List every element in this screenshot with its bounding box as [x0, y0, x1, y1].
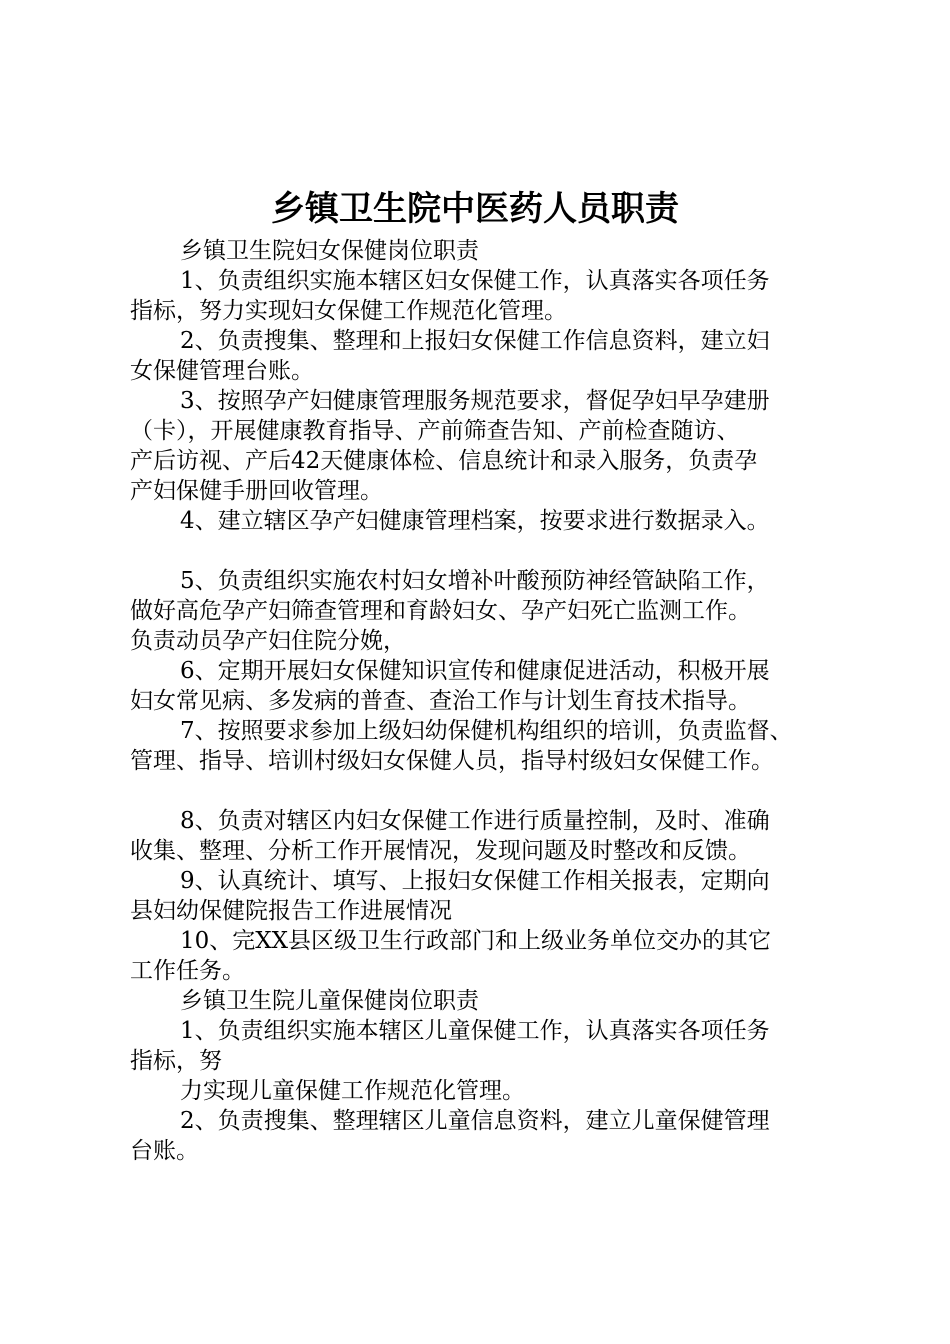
- paragraph-line: 5、负责组织实施农村妇女增补叶酸预防神经管缺陷工作，: [180, 568, 770, 594]
- paragraph-line: 6、定期开展妇女保健知识宣传和健康促进活动，积极开展: [180, 658, 770, 684]
- paragraph-line: 3、按照孕产妇健康管理服务规范要求，督促孕妇早孕建册: [180, 388, 770, 414]
- paragraph-line: 7、按照要求参加上级妇幼保健机构组织的培训，负责监督、: [180, 718, 793, 744]
- paragraph-line: 收集、整理、分析工作开展情况，发现问题及时整改和反馈。: [130, 838, 751, 864]
- paragraph-line: 女保健管理台账。: [130, 358, 314, 384]
- paragraph-line: 2、负责搜集、整理和上报妇女保健工作信息资料，建立妇: [180, 328, 770, 354]
- paragraph-line: 管理、指导、培训村级妇女保健人员，指导村级妇女保健工作。: [130, 748, 774, 774]
- paragraph-line: 做好高危孕产妇筛查管理和育龄妇女、孕产妇死亡监测工作。: [130, 598, 751, 624]
- section-heading-women-health: 乡镇卫生院妇女保健岗位职责: [180, 238, 479, 264]
- section-heading-child-health: 乡镇卫生院儿童保健岗位职责: [180, 988, 479, 1014]
- paragraph-gap: [130, 536, 840, 566]
- paragraph-line: 力实现儿童保健工作规范化管理。: [180, 1078, 525, 1104]
- paragraph-line: 2、负责搜集、整理辖区儿童信息资料，建立儿童保健管理: [180, 1108, 770, 1134]
- paragraph-line: 工作任务。: [130, 958, 245, 984]
- paragraph-line: 1、负责组织实施本辖区儿童保健工作，认真落实各项任务: [180, 1018, 770, 1044]
- document-body: [130, 236, 840, 1166]
- document-title: 乡镇卫生院中医药人员职责: [271, 189, 679, 229]
- paragraph-line: 9、认真统计、填写、上报妇女保健工作相关报表，定期向: [180, 868, 770, 894]
- paragraph-line: 负责动员孕产妇住院分娩，: [130, 628, 406, 654]
- paragraph-line: 指标，努力实现妇女保健工作规范化管理。: [130, 298, 567, 324]
- paragraph-line: 指标，努: [130, 1048, 222, 1074]
- paragraph-line: 妇女常见病、多发病的普查、查治工作与计划生育技术指导。: [130, 688, 751, 714]
- paragraph-line: 产后访视、产后42天健康体检、信息统计和录入服务，负责孕: [130, 448, 758, 474]
- paragraph-line: 1、负责组织实施本辖区妇女保健工作，认真落实各项任务: [180, 268, 770, 294]
- paragraph-line: 8、负责对辖区内妇女保健工作进行质量控制，及时、准确: [180, 808, 770, 834]
- paragraph-line: 产妇保健手册回收管理。: [130, 478, 383, 504]
- paragraph-line: （卡），开展健康教育指导、产前筛查告知、产前检查随访、: [130, 418, 740, 444]
- paragraph-line: 台账。: [130, 1138, 199, 1164]
- paragraph-gap: [130, 776, 840, 806]
- paragraph-line: 4、建立辖区孕产妇健康管理档案，按要求进行数据录入。: [180, 508, 770, 534]
- paragraph-line: 县妇幼保健院报告工作进展情况: [130, 898, 452, 924]
- paragraph-line: 10、完XX县区级卫生行政部门和上级业务单位交办的其它: [180, 928, 772, 954]
